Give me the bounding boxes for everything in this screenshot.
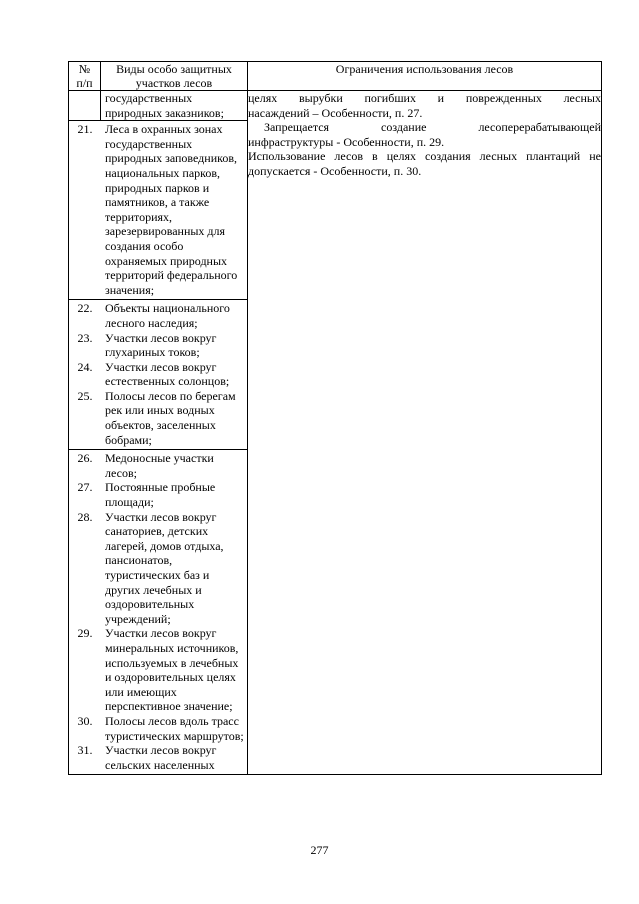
item-number: 21. (77, 122, 93, 137)
item-number: 26. (77, 451, 93, 466)
item-text: Полосы лесов вдоль трасс туристических маршрутов; (105, 713, 244, 743)
list-item (69, 714, 247, 743)
page-number: 277 (310, 843, 329, 857)
num-cell-continued (69, 91, 101, 121)
list-item (69, 331, 247, 360)
limits-p2-line2: допускается - Особенности, п. 30. (248, 163, 422, 178)
item-number: 30. (77, 713, 93, 728)
item-text: Объекты национального лесного наследия; (105, 301, 230, 330)
item-text: Участки лесов вокруг глухариных токов; (105, 330, 217, 360)
list-item (69, 626, 247, 714)
item-number: 31. (77, 743, 93, 758)
group1-cell (69, 121, 248, 300)
list-item (69, 360, 247, 389)
header-types: Виды особо защитных участков лесов (101, 62, 248, 91)
list-item (69, 510, 247, 627)
restrictions-table (68, 61, 602, 775)
item-text: Участки лесов вокруг сельских населенных (105, 743, 217, 772)
item-text: Медоносные участки лесов; (105, 451, 214, 480)
item-text: Постоянные пробные площади; (105, 480, 216, 510)
list-item (69, 122, 247, 297)
item-number: 22. (77, 301, 93, 316)
item-number: 25. (77, 388, 93, 403)
table-header-row (69, 62, 602, 91)
item-text: Участки лесов вокруг санаториев, детских лагерей, домов отдыха, пансионатов, туристических баз и других лечебных и оздоровительных учреждений; (105, 509, 224, 626)
group3-cell (69, 450, 248, 775)
header-num: № п/п (69, 62, 101, 91)
item-text: Участки лесов вокруг минеральных источников, используемых в лечебных и оздоровительных целях или имеющих перспективное значение; (105, 626, 239, 714)
limits-continued-line1: целях вырубки погибших и поврежденных лесных (248, 91, 601, 105)
group2-cell (69, 300, 248, 450)
limits-p2-line1: Использование лесов в целях создания лесных плантаций не (248, 149, 601, 164)
list-item (69, 480, 247, 509)
limits-p1-line2: инфраструктуры - Особенности, п. 29. (248, 134, 445, 149)
item-number: 23. (77, 330, 93, 345)
item-number: 27. (77, 480, 93, 495)
header-limits: Ограничения использования лесов (248, 62, 602, 91)
list-item (69, 451, 247, 480)
item-text: Участки лесов вокруг естественных солонцов; (105, 359, 230, 389)
item-text: Леса в охранных зонах государственных природных заповедников, национальных парков, природных парков и памятников, а также территориях, зарезервированных для создания особо охраняемых природных территорий федерального значения; (105, 122, 238, 297)
item-number: 24. (77, 359, 93, 374)
limits-cell (248, 91, 602, 775)
table-row-continued (69, 91, 602, 121)
list-item (69, 301, 247, 330)
item-text: Полосы лесов по берегам рек или иных водных объектов, заселенных бобрами; (105, 388, 236, 447)
item-number: 29. (77, 626, 93, 641)
limits-continued-line2: насаждений – Особенности, п. 27. (248, 105, 423, 120)
type-cell-continued: государственных природных заказников; (101, 91, 248, 121)
item-number: 28. (77, 509, 93, 524)
list-item (69, 743, 247, 772)
list-item (69, 389, 247, 447)
limits-p1-line1: Запрещается создание лесоперерабатывающей (264, 120, 601, 135)
